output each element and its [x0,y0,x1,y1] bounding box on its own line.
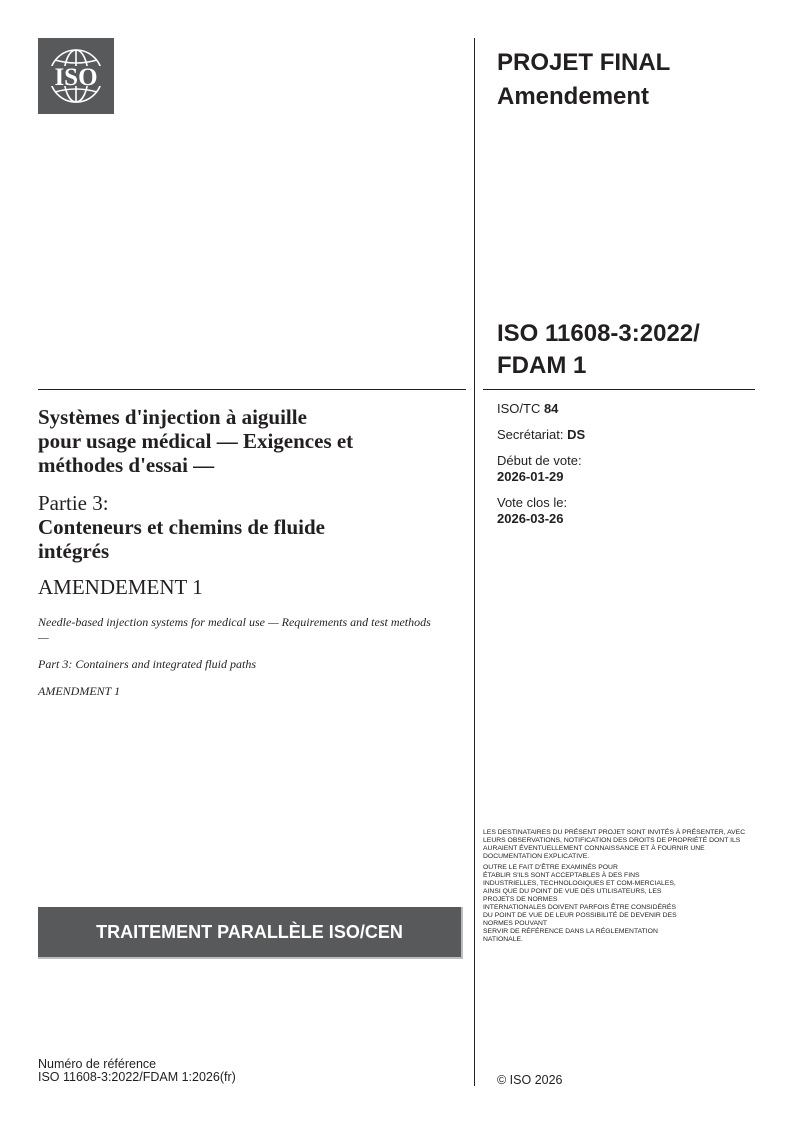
technical-committee [497,401,757,417]
english-amendment: AMENDMENT 1 [38,684,121,698]
iso-logo-text: ISO [54,64,98,91]
french-part-title-line: intégrés [38,539,110,563]
document-metadata [497,401,757,537]
notice-line: NATIONALE. [483,936,523,943]
vote-end [497,495,757,527]
french-part-title [38,515,458,563]
secretariat-value: DS [567,427,586,442]
stage-line-2: Amendement [497,83,650,110]
parallel-processing-banner: TRAITEMENT PARALLÈLE ISO/CEN [38,907,463,959]
stage-line-1: PROJET FINAL [497,49,671,76]
french-part-title-line: Conteneurs et chemins de fluide [38,515,325,539]
notice-line: INDUSTRIELLES, TECHNOLOGIQUES ET COM-MERCIALES, [483,880,676,887]
notice-line: AINSI QUE DU POINT DE VUE DES UTILISATEURS, LES [483,888,662,895]
french-main-title [38,405,458,477]
notice-line: INTERNATIONALES DOIVENT PARFOIS ÊTRE CONSIDÉRÉS [483,904,676,911]
vote-end-label: Vote clos le: [497,495,568,510]
globe-icon [38,38,114,114]
secretariat [497,427,757,443]
notice-line: PROJETS DE NORMES [483,896,558,903]
title-block [38,405,458,699]
horizontal-rule-right [483,389,755,390]
notice-line: NORMES POUVANT [483,920,548,927]
notice-line: OUTRE LE FAIT D'ÊTRE EXAMINÉS POUR [483,864,618,871]
secretariat-label: Secrétariat: [497,427,568,442]
copyright: © ISO 2026 [497,1073,563,1087]
reference-value: ISO 11608-3:2022/FDAM 1:2026(fr) [38,1070,236,1084]
reference-line-1: ISO 11608-3:2022/ [497,320,700,347]
english-main-title: Needle-based injection systems for medical use — Requirements and test methods — [38,615,431,644]
french-title-line: Systèmes d'injection à aiguille [38,405,307,429]
recipients-notice [483,829,755,944]
vote-start [497,453,757,485]
notice-paragraph-1: LES DESTINATAIRES DU PRÉSENT PROJET SONT INVITÉS À PRÉSENTER, AVEC LEURS OBSERVATIONS, NOTIFICATION DES DROITS DE PROPRIÉTÉ DONT ILS AURAIENT ÉVENTUELLEMENT CONNAISSANCE ET À FOURNIR UNE DOCUMENTATION EXPLICATIVE. [483,829,746,860]
french-title-line: méthodes d'essai — [38,453,215,477]
tc-label: ISO/TC [497,401,544,416]
iso-logo [38,38,114,114]
french-part-label: Partie 3: [38,491,109,515]
french-amendment: AMENDEMENT 1 [38,575,203,599]
reference-number [497,318,767,382]
footer-reference [38,1058,236,1084]
notice-line: SERVIR DE RÉFÉRENCE DANS LA RÉGLEMENTATION [483,928,658,935]
vote-start-date: 2026-01-29 [497,469,564,484]
tc-value: 84 [543,401,559,416]
notice-line: ÉTABLIR S'ILS SONT ACCEPTABLES À DES FINS [483,872,640,879]
notice-paragraph-2 [483,864,755,944]
english-part-title: Part 3: Containers and integrated fluid paths [38,657,256,671]
vertical-divider [474,38,475,1086]
horizontal-rule-left [38,389,466,390]
french-title-line: pour usage médical — Exigences et [38,429,354,453]
vote-end-date: 2026-03-26 [497,511,564,526]
document-stage [497,46,767,114]
vote-start-label: Début de vote: [497,453,582,468]
reference-label: Numéro de référence [38,1057,157,1071]
reference-line-2: FDAM 1 [497,352,587,379]
notice-line: DU POINT DE VUE DE LEUR POSSIBILITÉ DE DEVENIR DES [483,912,677,919]
